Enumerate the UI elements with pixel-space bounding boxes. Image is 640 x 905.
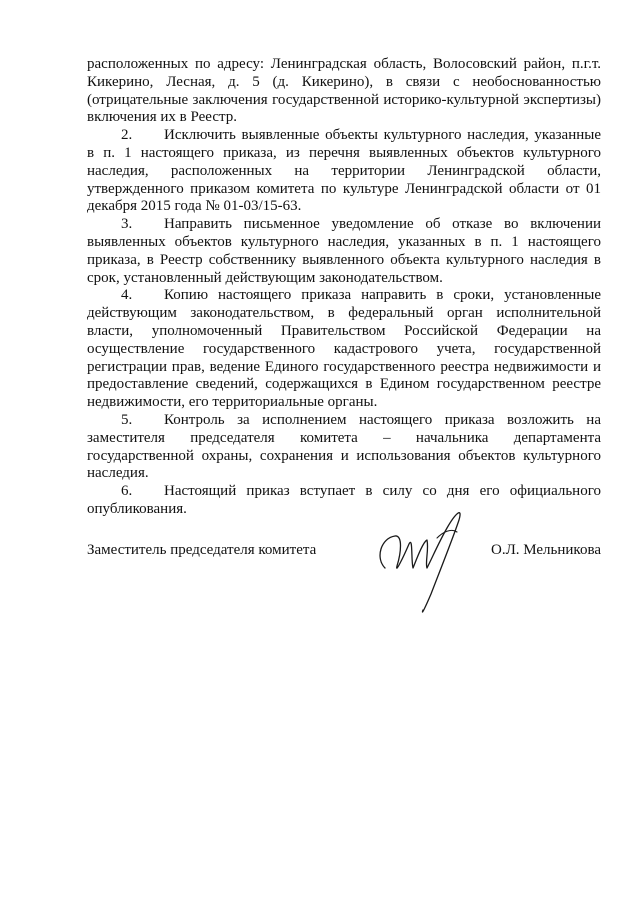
item-number: 5.: [121, 411, 133, 428]
item-3: [87, 216, 601, 287]
item-6: [87, 483, 601, 519]
item-number: 6.: [121, 483, 133, 500]
item-number: 4.: [121, 287, 133, 304]
item-5: [87, 412, 601, 483]
intro-paragraph: расположенных по адресу: Ленинградская область, Волосовский район, п.г.т. Кикерино, Лесная, д. 5 (д. Кикерино), в связи с необоснованностью (отрицательные заключения государственной историко-культурной экспертизы) включения их в Реестр.: [87, 56, 601, 126]
handwritten-signature: [367, 498, 477, 618]
item-number: 3.: [121, 216, 133, 233]
item-text: Исключить выявленные объекты культурного наследия, указанные в п. 1 настоящего приказа, из перечня выявленных объектов культурного наследия, расположенных на территории Ленинградской области, утвержденного приказом комитета по культуре Ленинградской области от 01 декабря 2015 года № 01-03/15-63.: [87, 127, 601, 215]
item-number: 2.: [121, 127, 133, 144]
item-text: Направить письменное уведомление об отказе во включении выявленных объектов культурного наследия, указанных в п. 1 настоящего приказа, в Реестр собственнику выявленного объекта культурного наследия в срок, установленный действующим законодательством.: [87, 216, 601, 286]
document-body: [87, 56, 601, 519]
item-4: [87, 287, 601, 412]
item-text: Копию настоящего приказа направить в сроки, установленные действующим законодательством, в федеральный орган исполнительной власти, уполномоченный Правительством Российской Федерации на осуществление государственного кадастрового учета, государственной регистрации прав, ведение Единого государственного реестра недвижимости и предоставление сведений, содержащихся в Едином государственном реестре недвижимости, его территориальные органы.: [87, 287, 601, 411]
signatory-name: О.Л. Мельникова: [490, 542, 601, 558]
item-text: Настоящий приказ вступает в силу со дня его официального опубликования.: [87, 483, 601, 517]
signatory-title: Заместитель председателя комитета: [87, 542, 317, 558]
item-text: Контроль за исполнением настоящего приказа возложить на заместителя председателя комитета – начальника департамента государственной охраны, сохранения и использования объектов культурного наследия.: [87, 411, 601, 482]
signature-block: [87, 538, 601, 618]
item-2: [87, 127, 601, 216]
